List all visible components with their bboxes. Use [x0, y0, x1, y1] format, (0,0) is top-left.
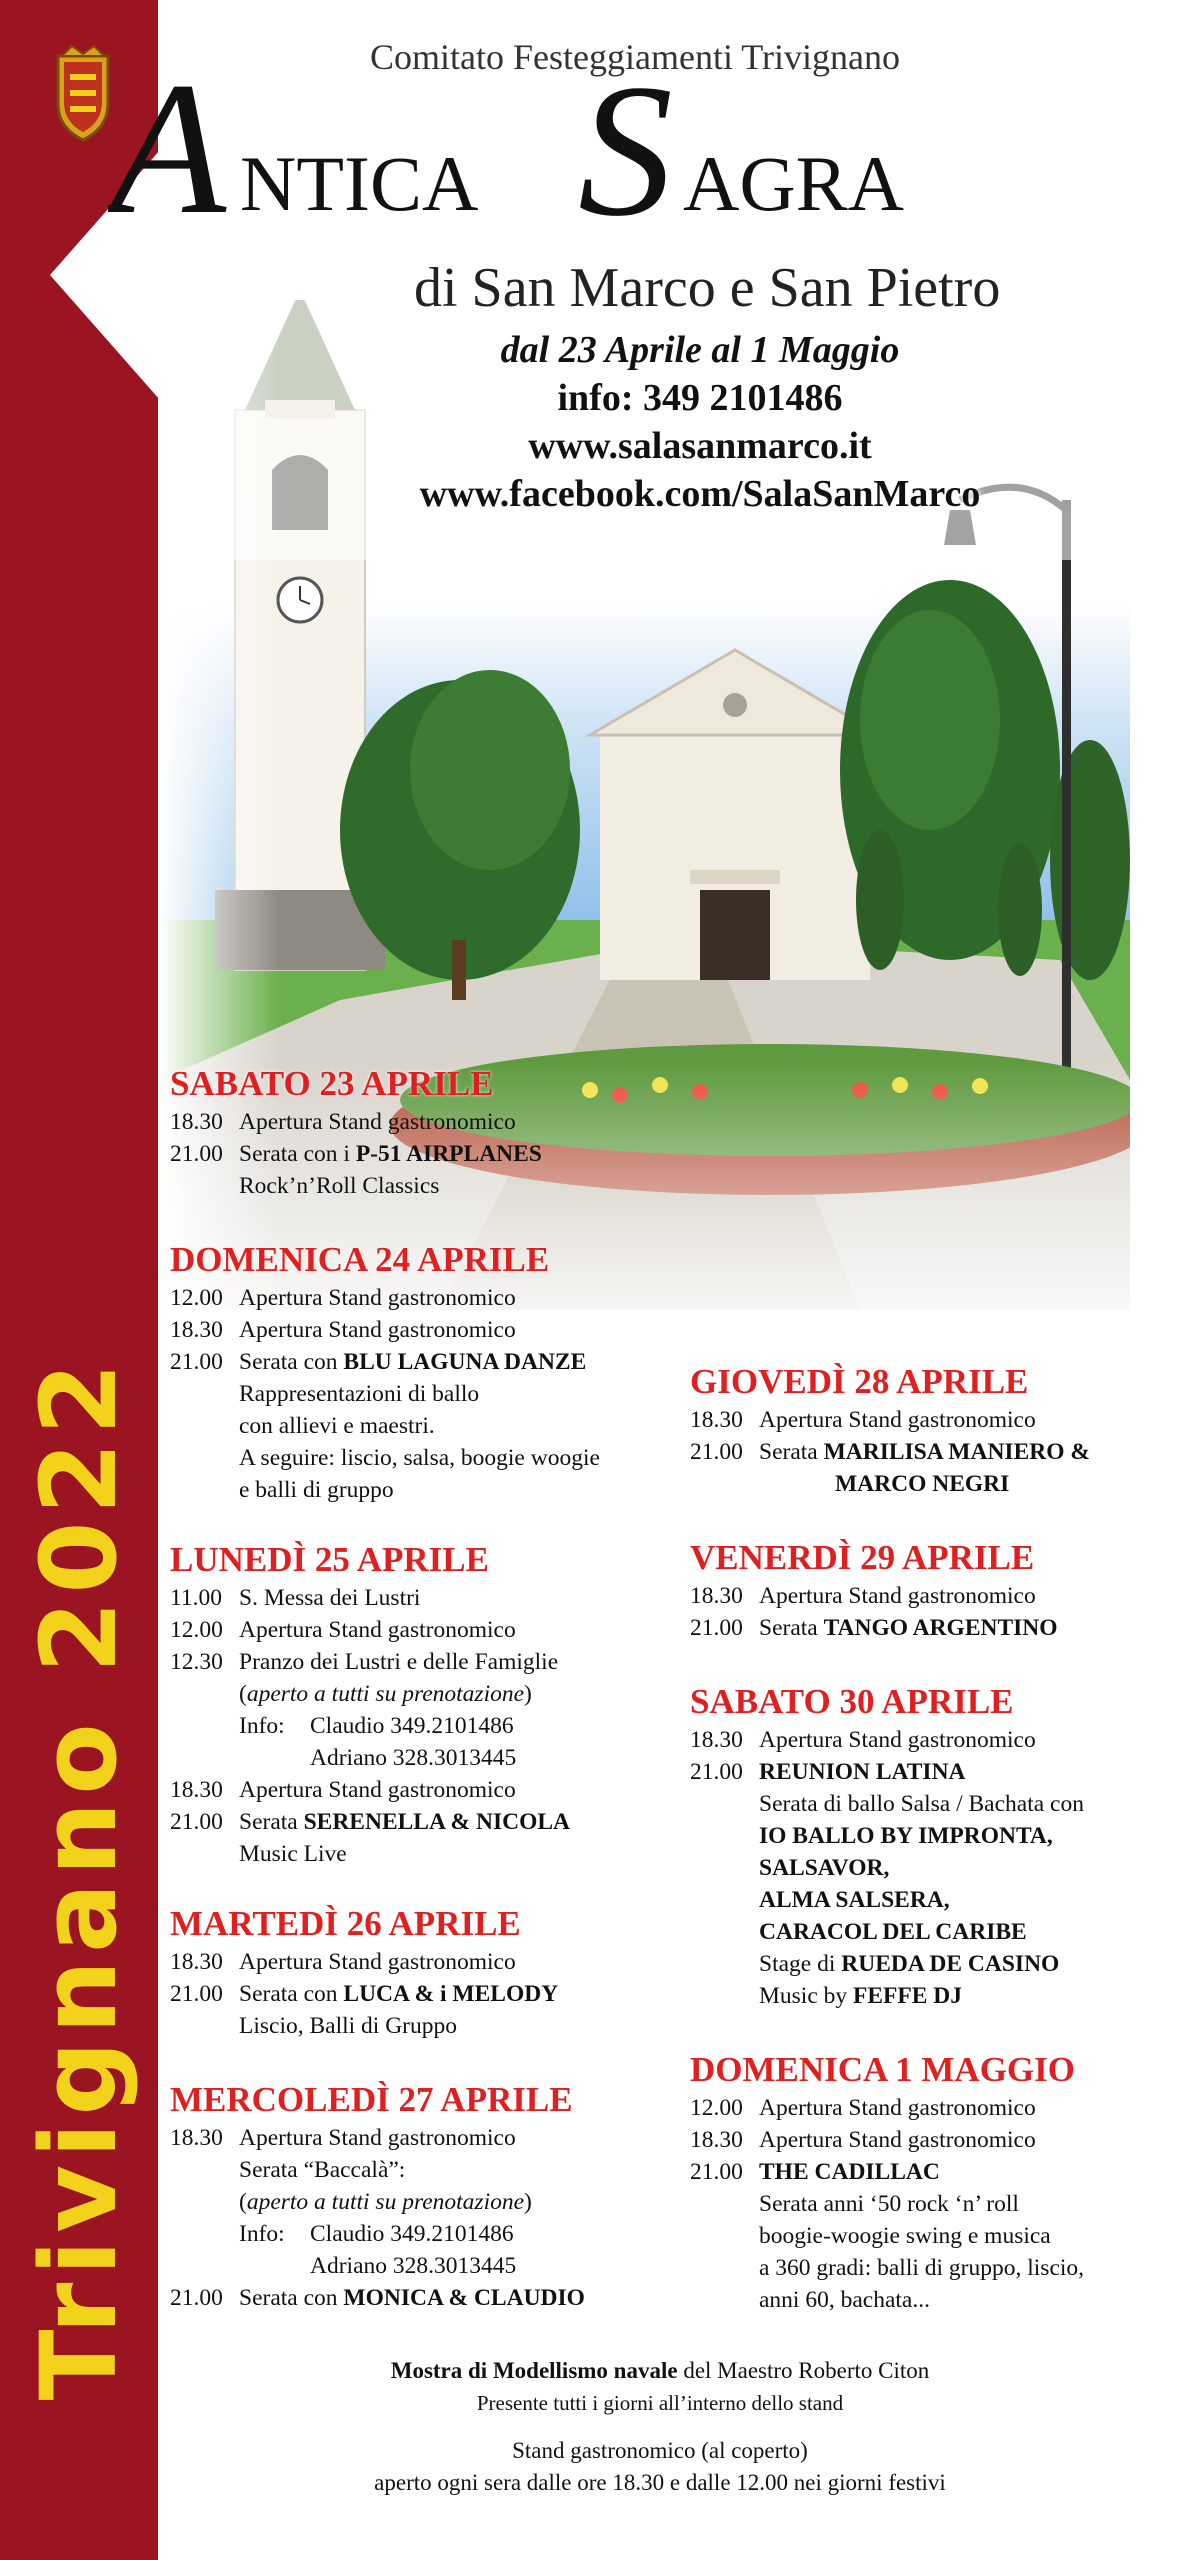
event-text: Liscio, Balli di Gruppo	[239, 2013, 458, 2039]
performer: RUEDA DE CASINO	[841, 1951, 1060, 1977]
day-mercoledi-27	[170, 2080, 585, 2314]
festival-dates: dal 23 Aprile al 1 Maggio	[500, 329, 900, 371]
time: 21.00	[690, 1615, 743, 1641]
performer: THE CADILLAC	[759, 2159, 940, 2185]
exhibit-author: del Maestro Roberto Citon	[677, 2358, 930, 2383]
event-text: Rock’n’Roll Classics	[239, 1173, 440, 1199]
booking-note: aperto a tutti su prenotazione	[246, 2189, 525, 2215]
event-text: Serata con	[239, 1981, 344, 2007]
subtitle: di San Marco e San Pietro	[414, 257, 1001, 319]
coat-of-arms-icon	[52, 44, 114, 144]
time: 21.00	[170, 1141, 223, 1167]
performer: MARILISA MANIERO &	[823, 1439, 1090, 1465]
event-text: Apertura Stand gastronomico	[239, 1617, 516, 1643]
title-initial-a: A	[110, 74, 227, 254]
time: 21.00	[170, 2285, 223, 2311]
event-text: e balli di gruppo	[239, 1477, 394, 1503]
time: 21.00	[690, 1439, 743, 1465]
event-text: Apertura Stand gastronomico	[239, 1109, 516, 1135]
info-label: Info:	[239, 2221, 285, 2247]
day-title: GIOVEDÌ 28 APRILE	[690, 1362, 1029, 1401]
time: 21.00	[690, 2159, 743, 2185]
time: 21.00	[170, 1981, 223, 2007]
event-text: Serata con	[239, 1349, 344, 1375]
booking-note: aperto a tutti su prenotazione	[246, 1681, 525, 1707]
stand-note-2: aperto ogni sera dalle ore 18.30 e dalle 12.00 nei giorni festivi	[374, 2470, 946, 2495]
info-label: Info:	[239, 1713, 285, 1739]
time: 18.30	[170, 1949, 223, 1975]
time: 18.30	[690, 1727, 743, 1753]
performer: ALMA SALSERA,	[759, 1887, 950, 1913]
event-text: S. Messa dei Lustri	[239, 1585, 421, 1611]
time: 12.30	[170, 1649, 223, 1675]
info-phone: info: 349 2101486	[557, 377, 843, 419]
event-text: Serata di ballo Salsa / Bachata con	[759, 1791, 1084, 1817]
event-text: boogie-woogie swing e musica	[759, 2223, 1051, 2249]
event-text: Apertura Stand gastronomico	[759, 1407, 1036, 1433]
exhibit-note: Presente tutti i giorni all’interno dello stand	[476, 2391, 844, 2415]
paren-close: )	[524, 1681, 532, 1707]
time: 21.00	[690, 1759, 743, 1785]
time: 18.30	[170, 1317, 223, 1343]
day-sabato-30	[690, 1682, 1084, 2012]
event-text: anni 60, bachata...	[759, 2287, 930, 2313]
facebook-link[interactable]: www.facebook.com/SalaSanMarco	[419, 473, 981, 515]
time: 18.30	[170, 2125, 223, 2151]
day-title: VENERDÌ 29 APRILE	[690, 1538, 1035, 1577]
performer: BLU LAGUNA DANZE	[343, 1349, 587, 1375]
day-title: SABATO 23 APRILE	[170, 1064, 494, 1103]
event-text: Apertura Stand gastronomico	[239, 2125, 516, 2151]
time: 18.30	[690, 1407, 743, 1433]
day-title: SABATO 30 APRILE	[690, 1682, 1014, 1721]
performer: CARACOL DEL CARIBE	[759, 1919, 1027, 1945]
time: 12.00	[690, 2095, 743, 2121]
performer: MONICA & CLAUDIO	[343, 2285, 585, 2311]
performer: P-51 AIRPLANES	[355, 1141, 542, 1167]
event-text: Music Live	[239, 1841, 347, 1867]
contact: Adriano 328.3013445	[310, 2253, 517, 2279]
time: 21.00	[170, 1809, 223, 1835]
exhibit-line	[190, 2356, 1130, 2386]
time: 21.00	[170, 1349, 223, 1375]
website-link[interactable]: www.salasanmarco.it	[528, 425, 872, 467]
event-text: Music by	[759, 1983, 853, 2009]
title-word-agra: AGRA	[683, 140, 905, 227]
event-text: Serata	[759, 1439, 824, 1465]
paren-close: )	[524, 2189, 532, 2215]
day-lunedi-25	[170, 1540, 570, 1870]
stand-note-1: Stand gastronomico (al coperto)	[512, 2438, 808, 2463]
event-text: Apertura Stand gastronomico	[239, 1777, 516, 1803]
time: 11.00	[170, 1585, 223, 1611]
event-text: Serata anni ‘50 rock ‘n’ roll	[759, 2191, 1019, 2217]
performer: FEFFE DJ	[853, 1983, 963, 2009]
day-title: DOMENICA 24 APRILE	[170, 1240, 550, 1279]
vertical-year-title: Trivignano 2022	[18, 1355, 140, 2401]
performer: LUCA & i MELODY	[343, 1981, 559, 2007]
time: 12.00	[170, 1285, 223, 1311]
performer: SALSAVOR,	[759, 1855, 890, 1881]
event-text: Apertura Stand gastronomico	[759, 1727, 1036, 1753]
event-text: Serata con i	[239, 1141, 356, 1167]
time: 18.30	[170, 1777, 223, 1803]
title-word-ntica: NTICA	[240, 140, 479, 227]
day-title: LUNEDÌ 25 APRILE	[170, 1540, 489, 1579]
day-domenica-1	[690, 2050, 1084, 2316]
day-title: DOMENICA 1 MAGGIO	[690, 2050, 1075, 2089]
event-text: con allievi e maestri.	[239, 1413, 435, 1439]
event-text: Apertura Stand gastronomico	[239, 1949, 516, 1975]
event-text: Apertura Stand gastronomico	[239, 1285, 516, 1311]
event-text: A seguire: liscio, salsa, boogie woogie	[239, 1445, 600, 1471]
exhibit-title: Mostra di Modellismo navale	[390, 2358, 678, 2383]
event-text: Apertura Stand gastronomico	[759, 2095, 1036, 2121]
event-text: Serata	[239, 1809, 304, 1835]
event-text: Serata “Baccalà”:	[239, 2157, 406, 2183]
event-text: Rappresentazioni di ballo	[239, 1381, 480, 1407]
day-giovedi-28	[690, 1362, 1090, 1500]
contact: Claudio 349.2101486	[310, 1713, 514, 1739]
time: 18.30	[690, 1583, 743, 1609]
contact: Claudio 349.2101486	[310, 2221, 514, 2247]
paren-open: (	[239, 2189, 247, 2215]
performer: MARCO NEGRI	[835, 1471, 1010, 1497]
time: 18.30	[170, 1109, 223, 1135]
event-text: Stage di	[759, 1951, 842, 1977]
day-domenica-24	[170, 1240, 600, 1506]
paren-open: (	[239, 1681, 247, 1707]
event-text: Serata con	[239, 2285, 344, 2311]
committee-name: Comitato Festeggiamenti Trivignano	[370, 37, 900, 77]
day-martedi-26	[170, 1904, 558, 2042]
contact: Adriano 328.3013445	[310, 1745, 517, 1771]
event-text: Apertura Stand gastronomico	[239, 1317, 516, 1343]
day-title: MARTEDÌ 26 APRILE	[170, 1904, 521, 1943]
day-venerdi-29	[690, 1538, 1058, 1644]
event-text: Pranzo dei Lustri e delle Famiglie	[239, 1649, 559, 1675]
time: 12.00	[170, 1617, 223, 1643]
performer: SERENELLA & NICOLA	[303, 1809, 570, 1835]
day-title: MERCOLEDÌ 27 APRILE	[170, 2080, 573, 2119]
event-text: Apertura Stand gastronomico	[759, 2127, 1036, 2153]
performer: IO BALLO BY IMPRONTA,	[759, 1823, 1053, 1849]
performer: TANGO ARGENTINO	[823, 1615, 1058, 1641]
event-text: Serata	[759, 1615, 824, 1641]
title-initial-s: S	[578, 74, 673, 256]
event-text: a 360 gradi: balli di gruppo, liscio,	[759, 2255, 1085, 2281]
event-text: Apertura Stand gastronomico	[759, 1583, 1036, 1609]
performer: REUNION LATINA	[759, 1759, 966, 1785]
time: 18.30	[690, 2127, 743, 2153]
day-sabato-23	[170, 1064, 542, 1202]
